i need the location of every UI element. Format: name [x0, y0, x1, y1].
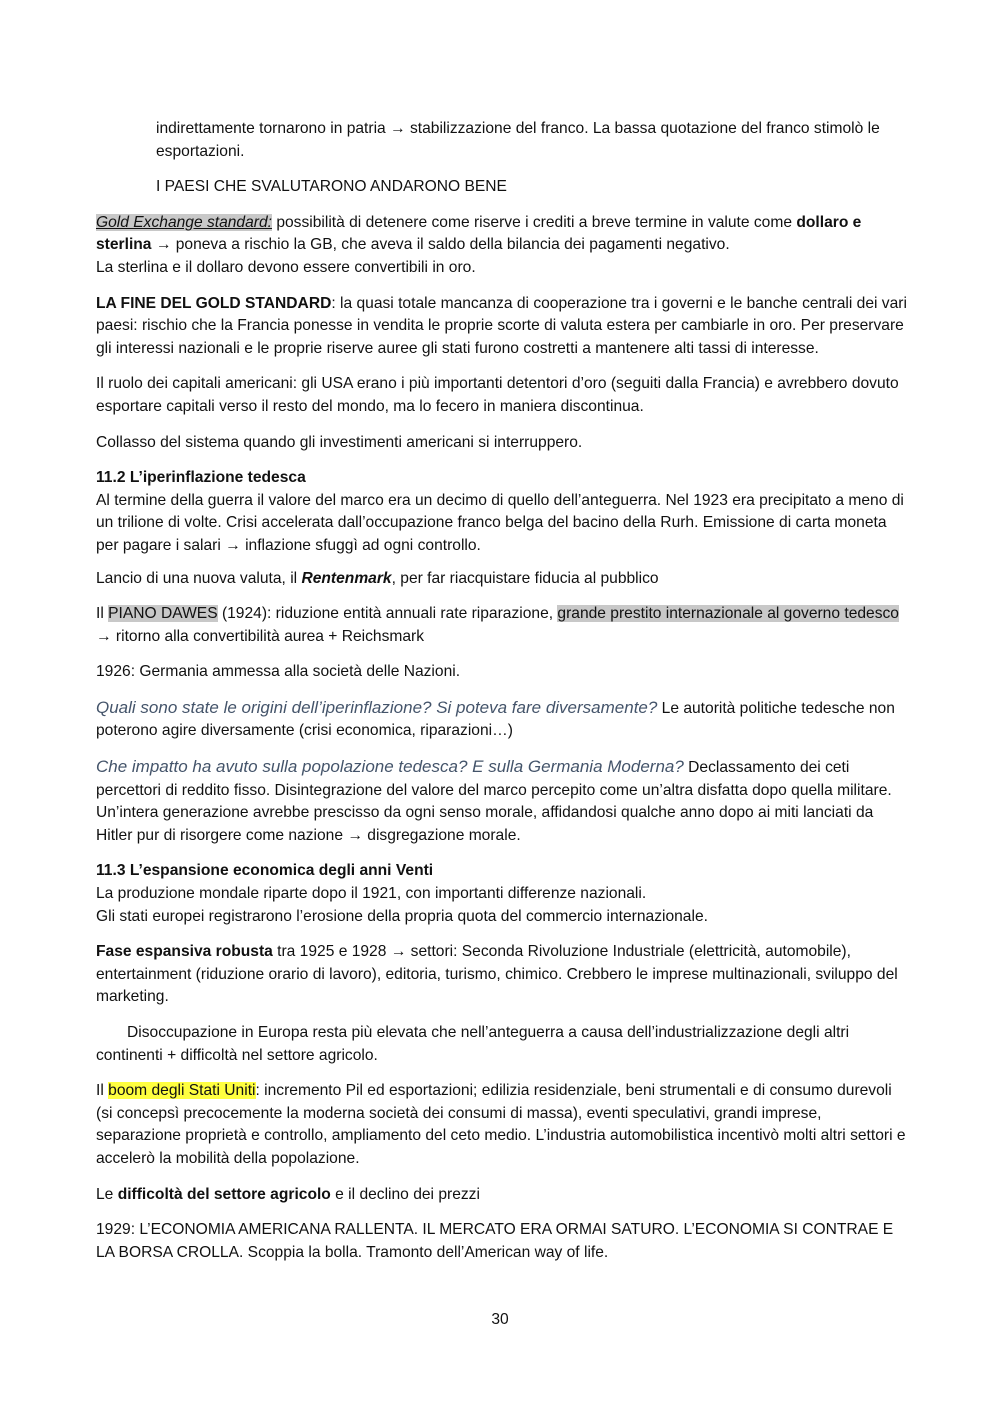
- text: : incremento Pil ed esportazioni; edilizia residenziale, beni strumentali e di consumo durevoli (si concepsì precocemente la moderna società dei consumi di massa), eventi speculativi, grandi imprese, separazione proprietà e controllo, ampliamento del ceto medio. L’industria automobilistica incentivò molti altri settori e accelerò la mobilità della popolazione.: [96, 1082, 906, 1167]
- highlight-us-boom: boom degli Stati Uniti: [108, 1082, 256, 1100]
- text: Le autorità politiche tedesche non poterono agire diversamente (crisi economica, riparazioni…): [96, 699, 895, 740]
- section-hyperinflation: [96, 467, 908, 557]
- text: Gli stati europei registrarono l’erosione della propria quota del commercio internazionale.: [96, 907, 708, 925]
- text: (1924): riduzione entità annuali rate riparazione,: [217, 605, 558, 623]
- paragraph-system-collapse: Collasso del sistema quando gli investimenti americani si interruppero.: [96, 433, 583, 451]
- text: Declassamento dei ceti percettori di reddito fisso. Disintegrazione del valore del marco percepito come un’altra disfatta dopo quella militare. Un’intera generazione avrebbe prescisso da ogni senso morale, affidandosi qualche anno dopo ai miti lanciati da Hitler pur di risorgere come nazione → disgregazione morale.: [96, 759, 892, 844]
- text: tra 1925 e 1928 → settori: Seconda Rivoluzione Industriale (elettricità, automobile), entertainment (riduzione orario di lavoro), editoria, turismo, chimico. Crebbero le imprese multinazionali, sviluppo del marketing.: [96, 943, 898, 1006]
- term-gold-exchange-standard: Gold Exchange standard:: [96, 213, 272, 231]
- paragraph-devaluing-countries: I PAESI CHE SVALUTARONO ANDARONO BENE: [156, 178, 507, 196]
- section-heading: 11.2 L’iperinflazione tedesca: [96, 469, 306, 487]
- text: La produzione mondale riparte dopo il 1921, con importanti differenze nazionali.: [96, 885, 647, 903]
- text: , per far riacquistare fiducia al pubblico: [391, 569, 659, 587]
- text: La sterlina e il dollaro devono essere convertibili in oro.: [96, 258, 476, 276]
- paragraph-american-capital: Il ruolo dei capitali americani: gli USA erano i più importanti detentori d’oro (seguiti dalla Francia) e avrebbero dovuto esportare capitali verso il resto del mondo, ma lo fecero in maniera discontinua.: [96, 375, 899, 415]
- page-number: 30: [491, 1311, 509, 1328]
- paragraph-league-of-nations: 1926: Germania ammessa alla società delle Nazioni.: [96, 663, 461, 681]
- paragraph-expansion-phase: [96, 941, 908, 1009]
- text: Lancio di una nuova valuta, il: [96, 569, 302, 587]
- paragraph-1929-crash: 1929: L’ECONOMIA AMERICANA RALLENTA. IL MERCATO ERA ORMAI SATURO. L’ECONOMIA SI CONTRAE E LA BORSA CROLLA. Scoppia la bolla. Tramonto dell’American way of life.: [96, 1221, 894, 1261]
- bold-text: Fase espansiva robusta: [96, 943, 273, 961]
- text: possibilità di detenere come riserve i crediti a breve termine in valute come: [271, 213, 797, 231]
- paragraph-dawes-plan: [96, 603, 908, 648]
- text: : la quasi totale mancanza di cooperazione tra i governi e le banche centrali dei vari paesi: rischio che la Francia ponesse in vendita le proprie scorte di valuta estera per cambiarle in oro. Per preservare gli interessi nazionali e le proprie riserve auree gli stati furono costretti a mantenere alti tassi di interesse.: [96, 294, 907, 357]
- question-text: Quali sono state le origini dell’iperinflazione? Si poteva fare diversamente?: [96, 697, 658, 717]
- text: → ritorno alla convertibilità aurea + Reichsmark: [96, 627, 425, 645]
- paragraph-question-origins: [96, 697, 908, 743]
- highlight-international-loan: grande prestito internazionale al governo tedesco: [557, 605, 899, 623]
- highlight-dawes-plan: PIANO DAWES: [108, 605, 218, 623]
- paragraph-franc-stabilization: indirettamente tornarono in patria → stabilizzazione del franco. La bassa quotazione del franco stimolò le esportazioni.: [156, 120, 880, 160]
- text: e il declino dei prezzi: [330, 1185, 480, 1203]
- bold-italic-text: Rentenmark: [301, 569, 392, 587]
- paragraph-question-impact: [96, 756, 908, 847]
- question-text: Che impatto ha avuto sulla popolazione tedesca? E sulla Germania Moderna?: [96, 757, 684, 777]
- paragraph-end-gold-standard: [96, 293, 908, 361]
- paragraph-us-boom: [96, 1080, 908, 1170]
- section-heading: 11.3 L’espansione economica degli anni Venti: [96, 862, 434, 880]
- text: → poneva a rischio la GB, che aveva il saldo della bilancia dei pagamenti negativo.: [151, 236, 730, 254]
- paragraph-unemployment: Disoccupazione in Europa resta più elevata che nell’anteguerra a causa dell’industrializzazione degli altri continenti + difficoltà nel settore agricolo.: [96, 1024, 850, 1064]
- paragraph-rentenmark: [96, 568, 908, 591]
- bold-text: difficoltà del settore agricolo: [117, 1185, 331, 1203]
- text: Al termine della guerra il valore del marco era un decimo di quello dell’anteguerra. Nel 1923 era precipitato a meno di un trilione di volte. Crisi accelerata dall’occupazione franco belga del bacino della Rurh. Emissione di carta moneta per pagare i salari → inflazione sfuggì ad ogni controllo.: [96, 491, 904, 554]
- bold-text: LA FINE DEL GOLD STANDARD: [96, 294, 332, 312]
- bold-text: dollaro e sterlina: [96, 213, 862, 254]
- document-body: [96, 118, 908, 1277]
- text: Le: [96, 1185, 118, 1203]
- paragraph-gold-exchange-standard: [96, 212, 908, 280]
- text: Il: [96, 1082, 109, 1100]
- text: Il: [96, 605, 109, 623]
- section-economic-expansion: [96, 860, 908, 928]
- paragraph-agriculture: [96, 1184, 908, 1207]
